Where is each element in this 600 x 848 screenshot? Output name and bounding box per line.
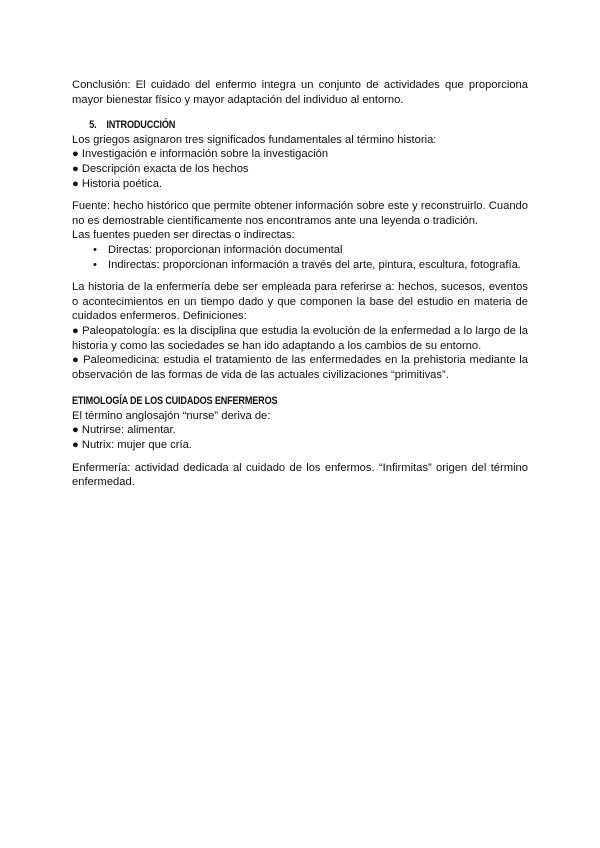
fuentes-intro: Las fuentes pueden ser directas o indirectas: — [72, 229, 295, 242]
list-item — [72, 243, 528, 258]
list-item: ● Descripción exacta de los hechos — [72, 162, 249, 175]
fuentes-list — [72, 243, 528, 272]
section-number: 5. — [89, 119, 97, 132]
section-heading-etimologia: ETIMOLOGÍA DE LOS CUIDADOS ENFERMEROS — [72, 395, 278, 408]
document-page — [72, 78, 528, 490]
list-item — [72, 258, 528, 273]
definition-item: ● Paleomedicina: estudia el tratamiento de las enfermedades en la prehistoria mediante la observación de las formas de vida de las actuales civilizaciones “primitivas”. — [72, 354, 528, 381]
section-heading-introduccion — [72, 118, 464, 133]
fuente-paragraph: Fuente: hecho histórico que permite obtener información sobre este y reconstruirlo. Cuando no es demostrable científicamente nos encontramos ante una leyenda o tradición. — [72, 200, 528, 227]
historia-paragraph: La historia de la enfermería debe ser empleada para referirse a: hechos, sucesos, eventos o acontecimientos en un tiempo dado y que componen la base del estudio en materia de cuidados enfermeros. Definiciones: — [72, 281, 528, 323]
conclusion-paragraph: Conclusión: El cuidado del enfermo integra un conjunto de actividades que proporciona mayor bienestar físico y mayor adaptación del individuo al entorno. — [72, 79, 528, 106]
etimologia-intro: El término anglosajón “nurse” deriva de: — [72, 409, 271, 422]
intro-line: Los griegos asignaron tres significados fundamentales al término historia: — [72, 133, 437, 146]
bullet-icon: • — [93, 243, 97, 256]
section-title: INTRODUCCIÓN — [106, 119, 176, 132]
enfermeria-paragraph: Enfermería: actividad dedicada al cuidado de los enfermos. “Infirmitas” origen del término enfermedad. — [72, 461, 528, 489]
list-item-text: Directas: proporcionan información documental — [108, 243, 343, 256]
list-item: ● Historia poética. — [72, 177, 163, 190]
list-item: ● Investigación e información sobre la investigación — [72, 148, 329, 161]
list-item: ● Nutrirse: alimentar. — [72, 424, 176, 437]
definition-item: ● Paleopatología: es la disciplina que estudia la evolución de la enfermedad a lo largo de la historia y como las sociedades se han ido adaptando a los cambios de su entorno. — [72, 324, 528, 352]
list-item: ● Nutrix: mujer que cría. — [72, 439, 192, 452]
bullet-icon: • — [93, 258, 97, 271]
list-item-text: Indirectas: proporcionan información a través del arte, pintura, escultura, fotografía. — [108, 258, 521, 271]
